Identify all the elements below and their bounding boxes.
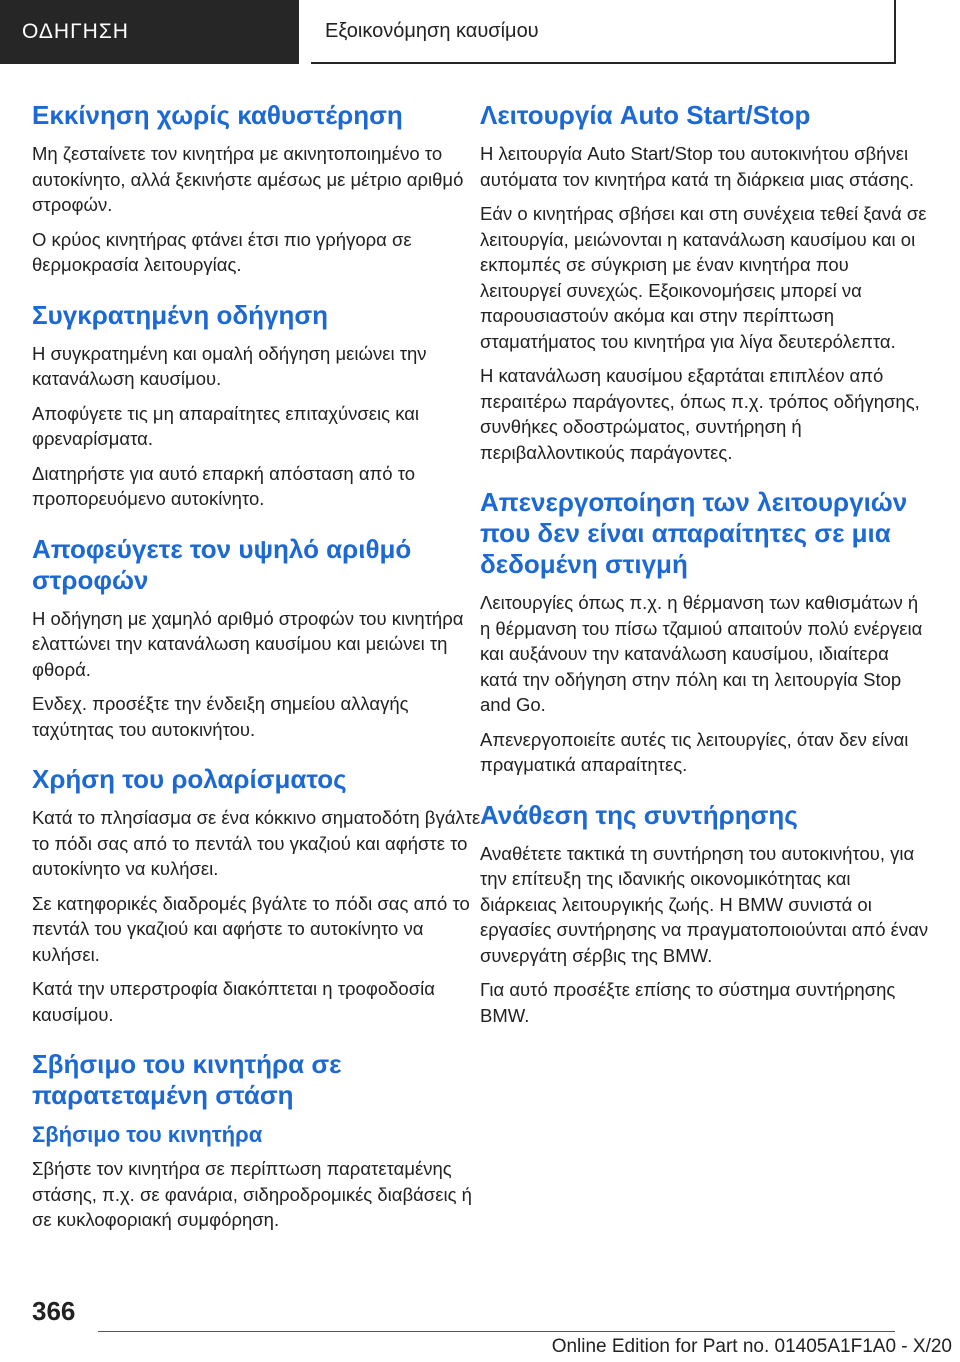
right-column	[480, 100, 930, 1050]
paragraph: Η λειτουργία Auto Start/Stop του αυτοκινήτου σβήνει αυτόματα τον κινητήρα κατά τη διάρκεια μιας στάσης.	[480, 143, 915, 190]
paragraph: Για αυτό προσέξτε επίσης το σύστημα συντήρησης BMW.	[480, 979, 896, 1026]
paragraph: Κατά το πλησίασμα σε ένα κόκκινο σηματοδότη βγάλτε το πόδι σας από το πεντάλ του γκαζιού και αφήστε το αυτοκίνητο να κυλήσει.	[32, 807, 481, 879]
section-moderate-driving	[32, 300, 482, 512]
paragraph: Λειτουργίες όπως π.χ. η θέρμανση των καθισμάτων ή η θέρμανση του πίσω τζαμιού απαιτούν πολύ ενέργεια και αυξάνουν την κατανάλωση καυσίμου, ιδιαίτερα κατά την οδήγηση στην πόλη και τη λειτουργία Stop and Go.	[480, 592, 923, 715]
left-column	[32, 100, 482, 1255]
section-tab: ΟΔΗΓΗΣΗ	[0, 0, 299, 64]
paragraph: Σβήστε τον κινητήρα σε περίπτωση παρατεταμένης στάσης, π.χ. σε φανάρια, σιδηροδρομικές διαβάσεις ή σε κυκλοφοριακή συμφόρηση.	[32, 1158, 472, 1230]
section-maintenance	[480, 800, 930, 1029]
section-avoid-high-rpm	[32, 534, 482, 743]
paragraph: Η οδήγηση με χαμηλό αριθμό στροφών του κινητήρα ελαττώνει την κατανάλωση καυσίμου και μειώνει τη φθορά.	[32, 607, 464, 680]
paragraph: Κατά την υπερστροφία διακόπτεται η τροφοδοσία καυσίμου.	[32, 978, 435, 1025]
paragraph: Σε κατηφορικές διαδρομές βγάλτε το πόδι σας από το πεντάλ του γκαζιού και αφήστε το αυτοκίνητο να κυλήσει.	[32, 892, 470, 965]
page-number: 366	[32, 1296, 76, 1326]
paragraph: Ενδεχ. προσέξτε την ένδειξη σημείου αλλαγής ταχύτητας του αυτοκινήτου.	[32, 693, 409, 740]
section-engine-off-long-stop	[32, 1049, 482, 1233]
section-heading: Ανάθεση της συντήρησης	[480, 799, 798, 830]
paragraph: Ο κρύος κινητήρας φτάνει έτσι πιο γρήγορα σε θερμοκρασία λειτουργίας.	[32, 228, 412, 275]
section-auto-start-stop	[480, 100, 930, 465]
footer-divider	[98, 1331, 895, 1332]
section-heading: Σβήσιμο του κινητήρα σε παρατεταμένη στάση	[32, 1049, 342, 1110]
paragraph: Απενεργοποιείτε αυτές τις λειτουργίες, όταν δεν είναι πραγματικά απαραίτητες.	[480, 728, 909, 775]
edition-note: Online Edition for Part no. 01405A1F1A0 - X/20	[551, 1336, 952, 1357]
paragraph: Μη ζεσταίνετε τον κινητήρα με ακινητοποιημένο το αυτοκίνητο, αλλά ξεκινήστε αμέσως με μέτριο αριθμό στροφών.	[32, 143, 464, 215]
topic-tab: Εξοικονόμηση καυσίμου	[311, 0, 896, 64]
paragraph: Η κατανάλωση καυσίμου εξαρτάται επιπλέον από περαιτέρω παράγοντες, όπως π.χ. τρόπος οδήγησης, συνθήκες οδοστρώματος, συντήρηση ή περιβαλλοντικούς παράγοντες.	[480, 365, 920, 463]
section-start-without-delay	[32, 100, 482, 278]
section-disable-unneeded-functions	[480, 487, 930, 778]
paragraph: Αποφύγετε τις μη απαραίτητες επιταχύνσεις και φρεναρίσματα.	[32, 402, 420, 449]
section-heading: Λειτουργία Auto Start/Stop	[480, 100, 811, 130]
page-header	[0, 0, 960, 66]
paragraph: Εάν ο κινητήρας σβήσει και στη συνέχεια τεθεί ξανά σε λειτουργία, μειώνονται η κατανάλωση καυσίμου και οι εκπομπές σε σύγκριση με έναν κινητήρα που λειτουργεί συνεχώς. Εξοικονομήσεις μπορεί να παρουσιαστούν ακόμα και στην περίπτωση σταματήματος του κινητήρα για λίγα δευτερόλεπτα.	[480, 203, 927, 352]
section-heading: Συγκρατημένη οδήγηση	[32, 299, 328, 330]
paragraph: Διατηρήστε για αυτό επαρκή απόσταση από το προπορευόμενο αυτοκίνητο.	[32, 462, 416, 509]
section-heading: Χρήση του ρολαρίσματος	[32, 764, 347, 794]
subsection-heading: Σβήσιμο του κινητήρα	[32, 1122, 263, 1147]
paragraph: Η συγκρατημένη και ομαλή οδήγηση μειώνει την κατανάλωση καυσίμου.	[32, 342, 427, 389]
section-heading: Απενεργοποίηση των λειτουργιών που δεν είναι απαραίτητες σε μια δεδομένη στιγμή	[480, 487, 908, 579]
section-coasting	[32, 764, 482, 1027]
section-heading: Εκκίνηση χωρίς καθυστέρηση	[32, 100, 403, 130]
paragraph: Αναθέτετε τακτικά τη συντήρηση του αυτοκινήτου, για την επίτευξη της ιδανικής οικονομικότητας και διάρκειας λειτουργικής ζωής. Η BMW συνιστά οι εργασίες συντήρησης να πραγματοποιούνται από έναν συνεργάτη σέρβις της BMW.	[480, 842, 929, 966]
section-heading: Αποφεύγετε τον υψηλό αριθμό στροφών	[32, 533, 412, 595]
